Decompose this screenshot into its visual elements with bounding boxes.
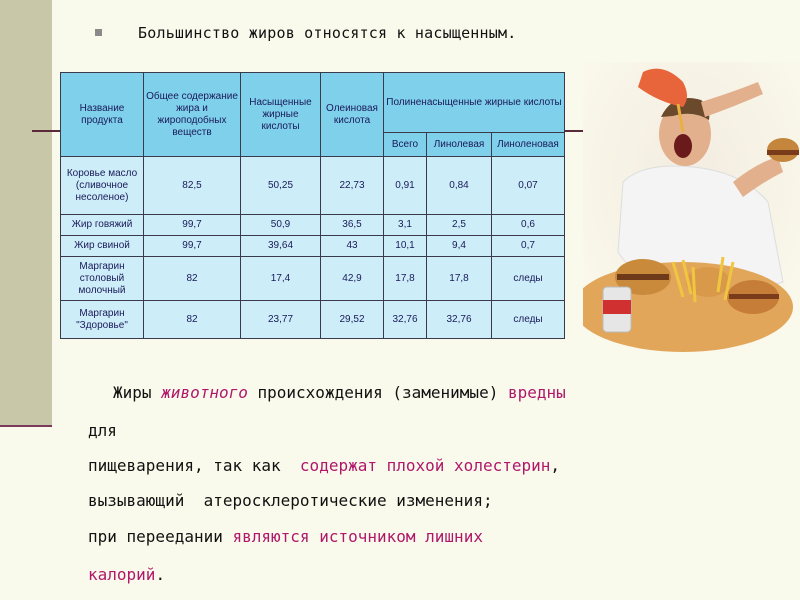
cell-saturated: 39,64: [241, 236, 321, 257]
cell-linoleic: 9,4: [427, 236, 492, 257]
text-span: ,: [550, 456, 561, 475]
highlight-calories: калорий: [88, 565, 156, 584]
cell-total: 82: [144, 257, 241, 301]
cell-saturated: 17,4: [241, 257, 321, 301]
text-span: пищеварения, так как: [88, 456, 300, 475]
text-span: при переедании: [88, 527, 233, 546]
paragraph-line-4: вызывающий атеросклеротические изменения;: [88, 491, 493, 510]
header-linoleic: Линолевая: [427, 133, 492, 157]
cell-all: 32,76: [384, 301, 427, 339]
sidebar-underline: [0, 425, 52, 427]
decorative-sidebar: [0, 0, 52, 425]
man-overeating-photo-icon: [583, 62, 800, 352]
table-row: [61, 157, 565, 215]
header-product: Название продукта: [61, 73, 144, 157]
cell-linolenic: 0,6: [492, 215, 565, 236]
cell-oleic: 22,73: [321, 157, 384, 215]
paragraph-line-5: [88, 527, 483, 546]
table-row: [61, 301, 565, 339]
cell-all: 3,1: [384, 215, 427, 236]
text-span: .: [155, 565, 166, 584]
cell-total: 82,5: [144, 157, 241, 215]
paragraph-line-3: [88, 456, 560, 475]
header-all: Всего: [384, 133, 427, 157]
slide-heading: Большинство жиров относятся к насыщенным.: [138, 24, 517, 42]
cell-all: 17,8: [384, 257, 427, 301]
cell-linoleic: 17,8: [427, 257, 492, 301]
cell-linolenic: следы: [492, 257, 565, 301]
table-row: [61, 215, 565, 236]
cell-all: 10,1: [384, 236, 427, 257]
table-row: [61, 236, 565, 257]
cell-oleic: 36,5: [321, 215, 384, 236]
cell-oleic: 29,52: [321, 301, 384, 339]
highlight-harmful: вредны: [507, 383, 566, 402]
cell-name: Коровье масло (сливочное несоленое): [61, 157, 144, 215]
header-poly: Полиненасыщенные жирные кислоты: [384, 73, 565, 133]
fat-composition-table: [60, 72, 565, 339]
cell-total: 99,7: [144, 215, 241, 236]
text-span: происхождения (заменимые): [247, 383, 508, 402]
cell-name: Жир говяжий: [61, 215, 144, 236]
cell-all: 0,91: [384, 157, 427, 215]
cell-name: Маргарин столовый молочный: [61, 257, 144, 301]
cell-linolenic: 0,07: [492, 157, 565, 215]
cell-oleic: 43: [321, 236, 384, 257]
cell-linoleic: 2,5: [427, 215, 492, 236]
divider-left: [32, 130, 62, 132]
cell-name: Жир свиной: [61, 236, 144, 257]
paragraph-line-1: [113, 383, 566, 402]
text-span: Жиры: [113, 383, 162, 402]
paragraph-line-2: для: [88, 421, 117, 440]
paragraph-line-6: [88, 565, 165, 584]
cell-oleic: 42,9: [321, 257, 384, 301]
header-oleic: Олеиновая кислота: [321, 73, 384, 157]
highlight-animal: животного: [161, 383, 248, 402]
square-bullet-icon: [95, 29, 102, 36]
cell-saturated: 50,25: [241, 157, 321, 215]
cell-total: 99,7: [144, 236, 241, 257]
highlight-excess: являются источником лишних: [232, 527, 483, 546]
header-linolenic: Линоленовая: [492, 133, 565, 157]
cell-name: Маргарин "Здоровье": [61, 301, 144, 339]
cell-linolenic: следы: [492, 301, 565, 339]
highlight-cholesterol: содержат плохой холестерин: [299, 456, 551, 475]
header-total: Общее содержание жира и жироподобных веществ: [144, 73, 241, 157]
header-saturated: Насыщенные жирные кислоты: [241, 73, 321, 157]
cell-total: 82: [144, 301, 241, 339]
cell-saturated: 50,9: [241, 215, 321, 236]
cell-saturated: 23,77: [241, 301, 321, 339]
cell-linoleic: 0,84: [427, 157, 492, 215]
cell-linoleic: 32,76: [427, 301, 492, 339]
cell-linolenic: 0,7: [492, 236, 565, 257]
table-row: [61, 257, 565, 301]
